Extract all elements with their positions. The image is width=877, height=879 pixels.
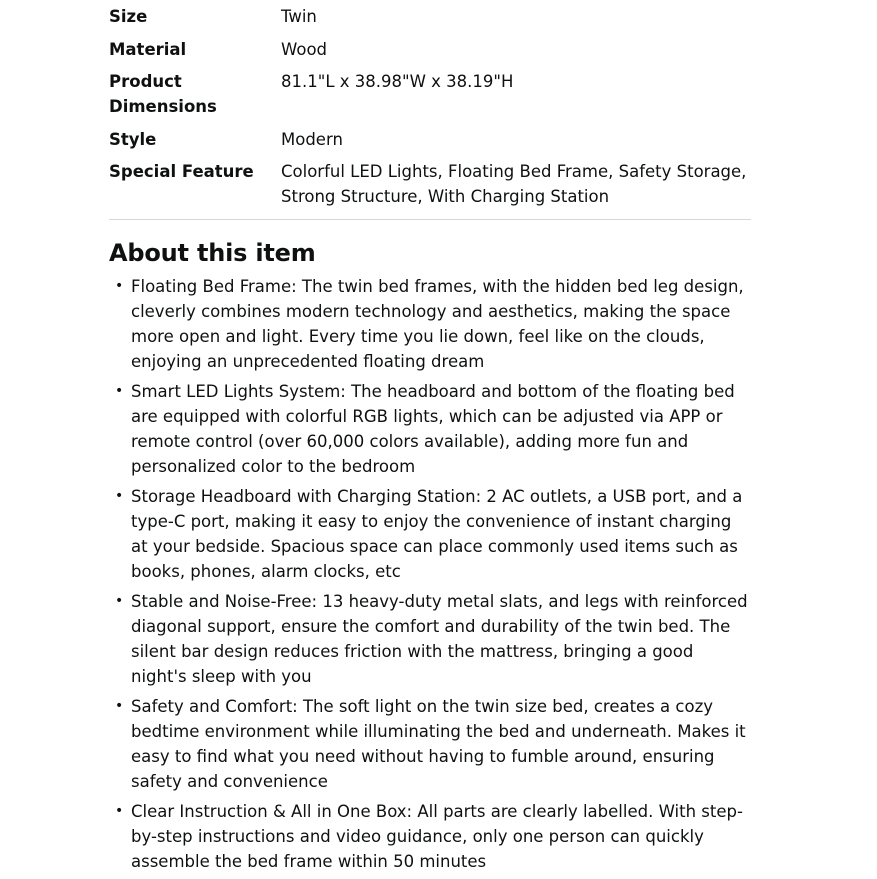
bullet-text: Floating Bed Frame: The twin bed frames, with the hidden bed leg design, cleverly combines modern technology and aesthetics, making the space more open and light. Every time you lie down, feel like on the clouds, enjoying an unprecedented floating dream [131, 276, 744, 371]
bullet-dot-icon: • [115, 592, 124, 609]
product-details [109, 0, 751, 879]
spec-label: Special Feature [109, 162, 254, 181]
spec-row-material [109, 37, 751, 70]
feature-bullet [109, 694, 751, 794]
spec-row-product-dimensions [109, 69, 751, 127]
feature-bullet [109, 274, 751, 374]
feature-bullet [109, 589, 751, 689]
spec-row-special-feature [109, 159, 751, 217]
feature-bullet [109, 799, 751, 874]
bullet-dot-icon: • [115, 382, 124, 399]
spec-value: 81.1"L x 38.98"W x 38.19"H [281, 72, 514, 91]
spec-row-style [109, 127, 751, 160]
bullet-text: Safety and Comfort: The soft light on the twin size bed, creates a cozy bedtime environment while illuminating the bed and underneath. Makes it easy to find what you need without having to fumble around, ensuring safety and convenience [131, 696, 746, 791]
spec-label: Size [109, 7, 148, 26]
bullet-dot-icon: • [115, 802, 124, 819]
spec-label: Material [109, 39, 187, 59]
bullet-text: Stable and Noise-Free: 13 heavy-duty metal slats, and legs with reinforced diagonal support, ensure the comfort and durability of the twin bed. The silent bar design reduces friction with the mattress, bringing a good night's sleep with you [131, 591, 748, 686]
bullet-text: Smart LED Lights System: The headboard and bottom of the floating bed are equipped with colorful RGB lights, which can be adjusted via APP or remote control (over 60,000 colors available), adding more fun and personalized color to the bedroom [131, 381, 735, 476]
bullet-dot-icon: • [115, 277, 124, 294]
feature-bullet [109, 379, 751, 479]
spec-value: Twin [281, 7, 317, 26]
product-spec-table [109, 0, 751, 217]
section-divider [109, 219, 751, 220]
spec-label: Product Dimensions [109, 72, 217, 116]
feature-bullet [109, 484, 751, 584]
feature-bullet-list [109, 274, 751, 874]
bullet-text: Storage Headboard with Charging Station: 2 AC outlets, a USB port, and a type-C port, making it easy to enjoy the convenience of instant charging at your bedside. Spacious space can place commonly used items such as books, phones, alarm clocks, etc [131, 486, 743, 581]
spec-label: Style [109, 129, 157, 149]
bullet-dot-icon: • [115, 697, 124, 714]
spec-row-size [109, 0, 751, 37]
bullet-dot-icon: • [115, 487, 124, 504]
spec-value: Wood [281, 39, 328, 59]
bullet-text: Clear Instruction & All in One Box: All parts are clearly labelled. With step-by-step instructions and video guidance, only one person can quickly assemble the bed frame within 50 minutes [131, 801, 743, 871]
about-heading: About this item [109, 238, 316, 267]
spec-value: Colorful LED Lights, Floating Bed Frame, Safety Storage, Strong Structure, With Charging Station [281, 162, 747, 206]
spec-value: Modern [281, 129, 343, 149]
